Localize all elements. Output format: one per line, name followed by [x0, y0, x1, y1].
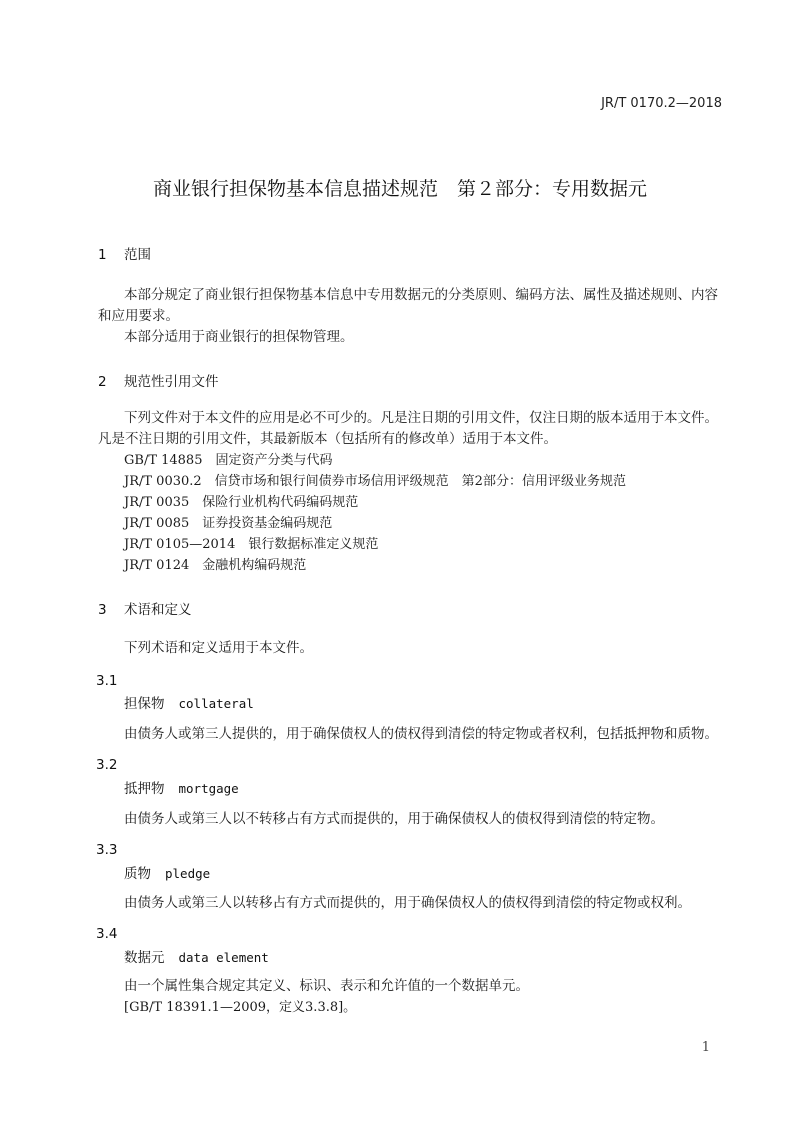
term-definition: 由债务人或第三人提供的，用于确保债权人的债权得到清偿的特定物或者权利，包括抵押物和质物。 [124, 726, 718, 742]
term-english: collateral [178, 696, 254, 711]
section-2-heading [98, 370, 219, 390]
term-entry [124, 862, 210, 882]
term-entry [124, 777, 239, 797]
section-number: 2 [98, 374, 107, 390]
section-number: 3 [98, 602, 107, 618]
term-entry [124, 946, 269, 966]
reference-item: JR/T 0030.2 信贷市场和银行间债券市场信用评级规范 第2部分：信用评级业务规范 [124, 474, 626, 489]
term-english: mortgage [178, 781, 239, 796]
section-1-paragraph-2: 本部分适用于商业银行的担保物管理。 [124, 329, 354, 345]
term-chinese: 数据元 [124, 950, 165, 966]
term-chinese: 质物 [124, 866, 151, 882]
document-number: JR/T 0170.2—2018 [601, 96, 722, 111]
term-definition: 由债务人或第三人以转移占有方式而提供的，用于确保债权人的债权得到清偿的特定物或权利。 [124, 895, 691, 911]
reference-list [124, 450, 626, 576]
page-number: 1 [701, 1040, 710, 1055]
section-1-paragraph-1: 本部分规定了商业银行担保物基本信息中专用数据元的分类原则、编码方法、属性及描述规则、内容和应用要求。 [98, 287, 718, 324]
term-number: 3.1 [96, 673, 118, 689]
term-english: data element [178, 950, 269, 965]
term-source: [GB/T 18391.1—2009，定义3.3.8]。 [124, 1000, 357, 1015]
section-title: 范围 [124, 247, 151, 263]
document-title: 商业银行担保物基本信息描述规范 第２部分：专用数据元 [152, 178, 647, 200]
term-chinese: 抵押物 [124, 781, 165, 797]
section-title: 术语和定义 [124, 602, 192, 618]
term-definition: 由一个属性集合规定其定义、标识、表示和允许值的一个数据单元。 [124, 978, 529, 994]
section-2-paragraph-1: 下列文件对于本文件的应用是必不可少的。凡是注日期的引用文件，仅注日期的版本适用于本文件。凡是不注日期的引用文件，其最新版本（包括所有的修改单）适用于本文件。 [98, 410, 718, 447]
reference-item: JR/T 0124 金融机构编码规范 [124, 558, 307, 573]
term-number: 3.3 [96, 842, 118, 858]
section-3-paragraph-1: 下列术语和定义适用于本文件。 [124, 640, 313, 656]
reference-item: JR/T 0085 证券投资基金编码规范 [124, 516, 333, 531]
section-3-heading [98, 598, 192, 618]
term-number: 3.4 [96, 926, 118, 942]
reference-item: JR/T 0035 保险行业机构代码编码规范 [124, 495, 359, 510]
reference-item: JR/T 0105—2014 银行数据标准定义规范 [124, 537, 379, 552]
section-1-heading [98, 243, 151, 263]
term-chinese: 担保物 [124, 696, 165, 712]
reference-item: GB/T 14885 固定资产分类与代码 [124, 453, 333, 468]
section-number: 1 [98, 247, 107, 263]
term-definition: 由债务人或第三人以不转移占有方式而提供的，用于确保债权人的债权得到清偿的特定物。 [124, 811, 664, 827]
section-title: 规范性引用文件 [124, 374, 219, 390]
term-entry [124, 692, 254, 712]
term-english: pledge [165, 866, 211, 881]
term-number: 3.2 [96, 757, 118, 773]
